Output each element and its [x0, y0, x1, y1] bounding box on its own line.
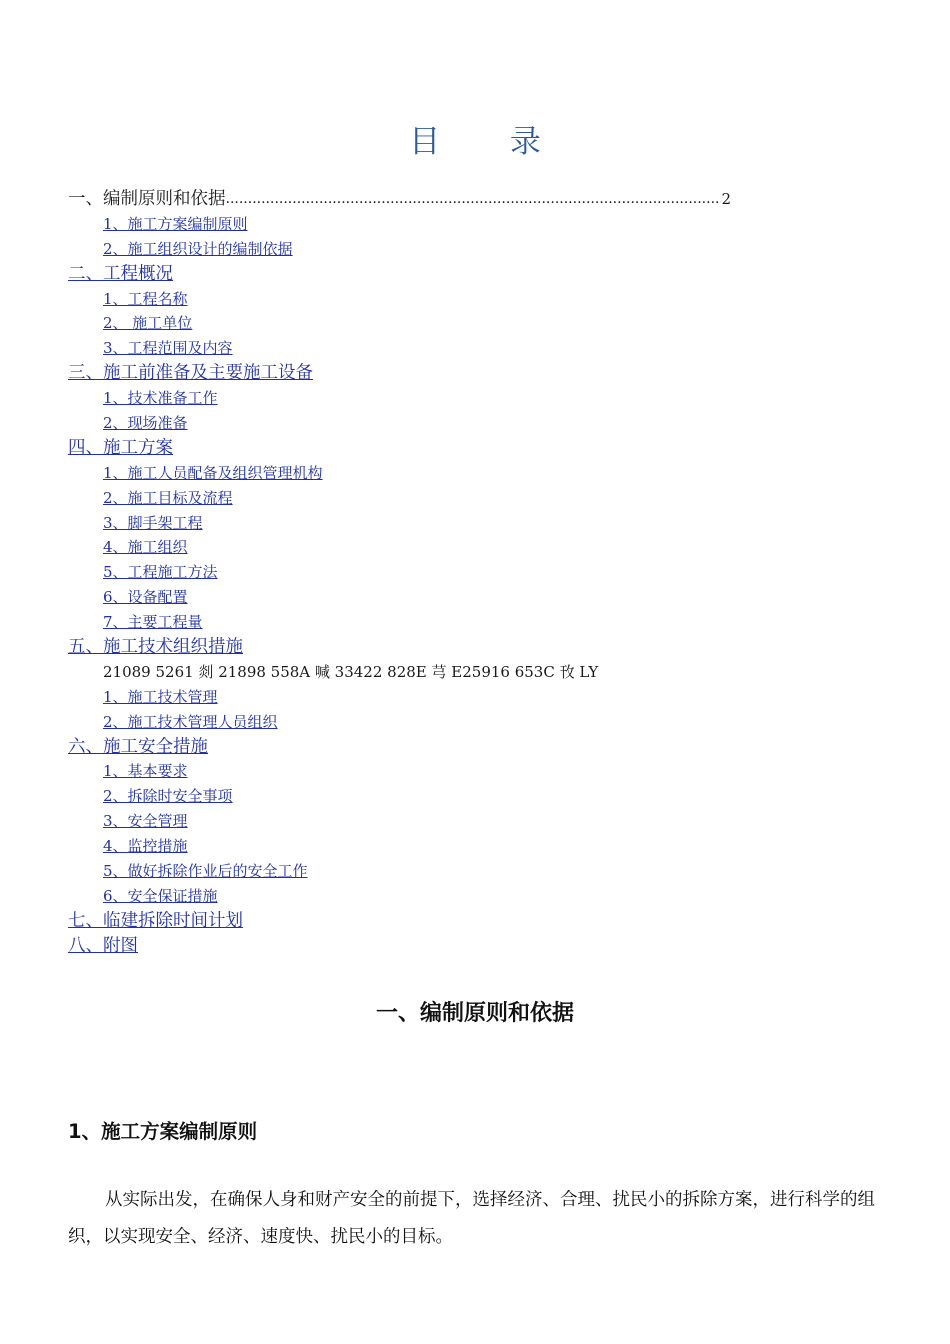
toc-section-link[interactable] — [68, 461, 888, 486]
toc-section-link[interactable] — [68, 511, 888, 536]
toc-section-link[interactable] — [68, 859, 888, 884]
toc-section-link[interactable] — [68, 884, 888, 909]
toc-entry-label: 1、施工人员配备及组织管理机构 — [103, 463, 323, 482]
toc-section-link[interactable] — [68, 535, 888, 560]
toc-entry-label: 1、技术准备工作 — [103, 389, 218, 408]
toc-entry-label: 2、现场准备 — [103, 414, 188, 433]
toc-section-link[interactable] — [68, 287, 888, 312]
toc-entry-label: 7、主要工程量 — [103, 613, 203, 632]
toc-section-link[interactable] — [68, 610, 888, 635]
toc-entry-label: 1、基本要求 — [103, 762, 188, 781]
toc-chapter-link[interactable] — [68, 436, 888, 461]
toc-section-link[interactable] — [68, 237, 888, 262]
toc-entry-label: 四、施工方案 — [68, 437, 173, 458]
toc-chapter-link[interactable] — [68, 262, 888, 287]
toc-entry-first[interactable] — [68, 187, 731, 212]
toc-entry-label: 5、工程施工方法 — [103, 563, 218, 582]
toc-entry-label: 6、安全保证措施 — [103, 886, 218, 905]
toc-entry-label: 4、监控措施 — [103, 837, 188, 856]
toc-entry-label: 3、工程范围及内容 — [103, 339, 233, 358]
toc-chapter-link[interactable] — [68, 934, 888, 959]
toc-entry-label: 2、拆除时安全事项 — [103, 787, 233, 806]
section-heading: 一、编制原则和依据 — [375, 1001, 574, 1026]
toc-entry-label: 5、做好拆除作业后的安全工作 — [103, 862, 308, 881]
toc-entry-label: 二、工程概况 — [68, 263, 173, 284]
toc-entry-label: 八、附图 — [68, 935, 138, 956]
toc-entry-label: 1、工程名称 — [103, 289, 188, 308]
toc-entry-label: 五、施工技术组织措施 — [68, 637, 243, 658]
toc-section-link[interactable] — [68, 311, 888, 336]
toc-chapter-link[interactable] — [68, 635, 888, 660]
toc-entry-label: 三、施工前准备及主要施工设备 — [68, 363, 313, 384]
toc-section-link[interactable] — [68, 784, 888, 809]
toc-section-link[interactable] — [68, 759, 888, 784]
toc-entry-label: 七、临建拆除时间计划 — [68, 910, 243, 931]
toc-entry-label: 21089 5261 剡 21898 558A 喊 33422 828E 芎 E25916 653C 攼 LY — [103, 662, 599, 681]
toc-entry-label: 2、施工组织设计的编制依据 — [103, 239, 293, 258]
toc-section-link[interactable] — [68, 710, 888, 735]
toc-entry-label: 2、施工目标及流程 — [103, 488, 233, 507]
toc-section-link[interactable] — [68, 685, 888, 710]
toc-entry-label: 3、安全管理 — [103, 812, 188, 831]
toc-leader-dots — [226, 187, 722, 212]
toc-text-line — [68, 660, 888, 685]
toc-section-link[interactable] — [68, 486, 888, 511]
body-paragraph: 从实际出发，在确保人身和财产安全的前提下，选择经济、合理、扰民小的拆除方案，进行科学的组织，以实现安全、经济、速度快、扰民小的目标。 — [68, 1190, 875, 1247]
toc-section-link[interactable] — [68, 411, 888, 436]
toc-entry-label: 6、设备配置 — [103, 588, 188, 607]
toc-chapter-link[interactable] — [68, 909, 888, 934]
toc-section-link[interactable] — [68, 585, 888, 610]
toc-chapter-link[interactable] — [68, 735, 888, 760]
table-of-contents — [68, 187, 888, 959]
toc-entry-label: 2、 施工单位 — [103, 314, 193, 333]
toc-entry-label: 1、施工技术管理 — [103, 687, 218, 706]
toc-section-link[interactable] — [68, 336, 888, 361]
toc-entry-label: 2、施工技术管理人员组织 — [103, 712, 278, 731]
toc-chapter-link[interactable] — [68, 361, 888, 386]
toc-entry-label: 1、施工方案编制原则 — [103, 214, 248, 233]
toc-section-link[interactable] — [68, 809, 888, 834]
toc-section-link[interactable] — [68, 386, 888, 411]
toc-entry-label: 3、脚手架工程 — [103, 513, 203, 532]
subsection-heading: 1、施工方案编制原则 — [68, 1120, 258, 1143]
toc-page-number: 2 — [721, 190, 731, 208]
toc-section-link[interactable] — [68, 560, 888, 585]
toc-entry-label: 六、施工安全措施 — [68, 736, 208, 757]
toc-section-link[interactable] — [68, 834, 888, 859]
toc-entry-label: 4、施工组织 — [103, 538, 188, 557]
toc-section-link[interactable] — [68, 212, 888, 237]
toc-title: 目 录 — [409, 124, 571, 160]
toc-entry-label: 一、编制原则和依据 — [68, 189, 226, 209]
